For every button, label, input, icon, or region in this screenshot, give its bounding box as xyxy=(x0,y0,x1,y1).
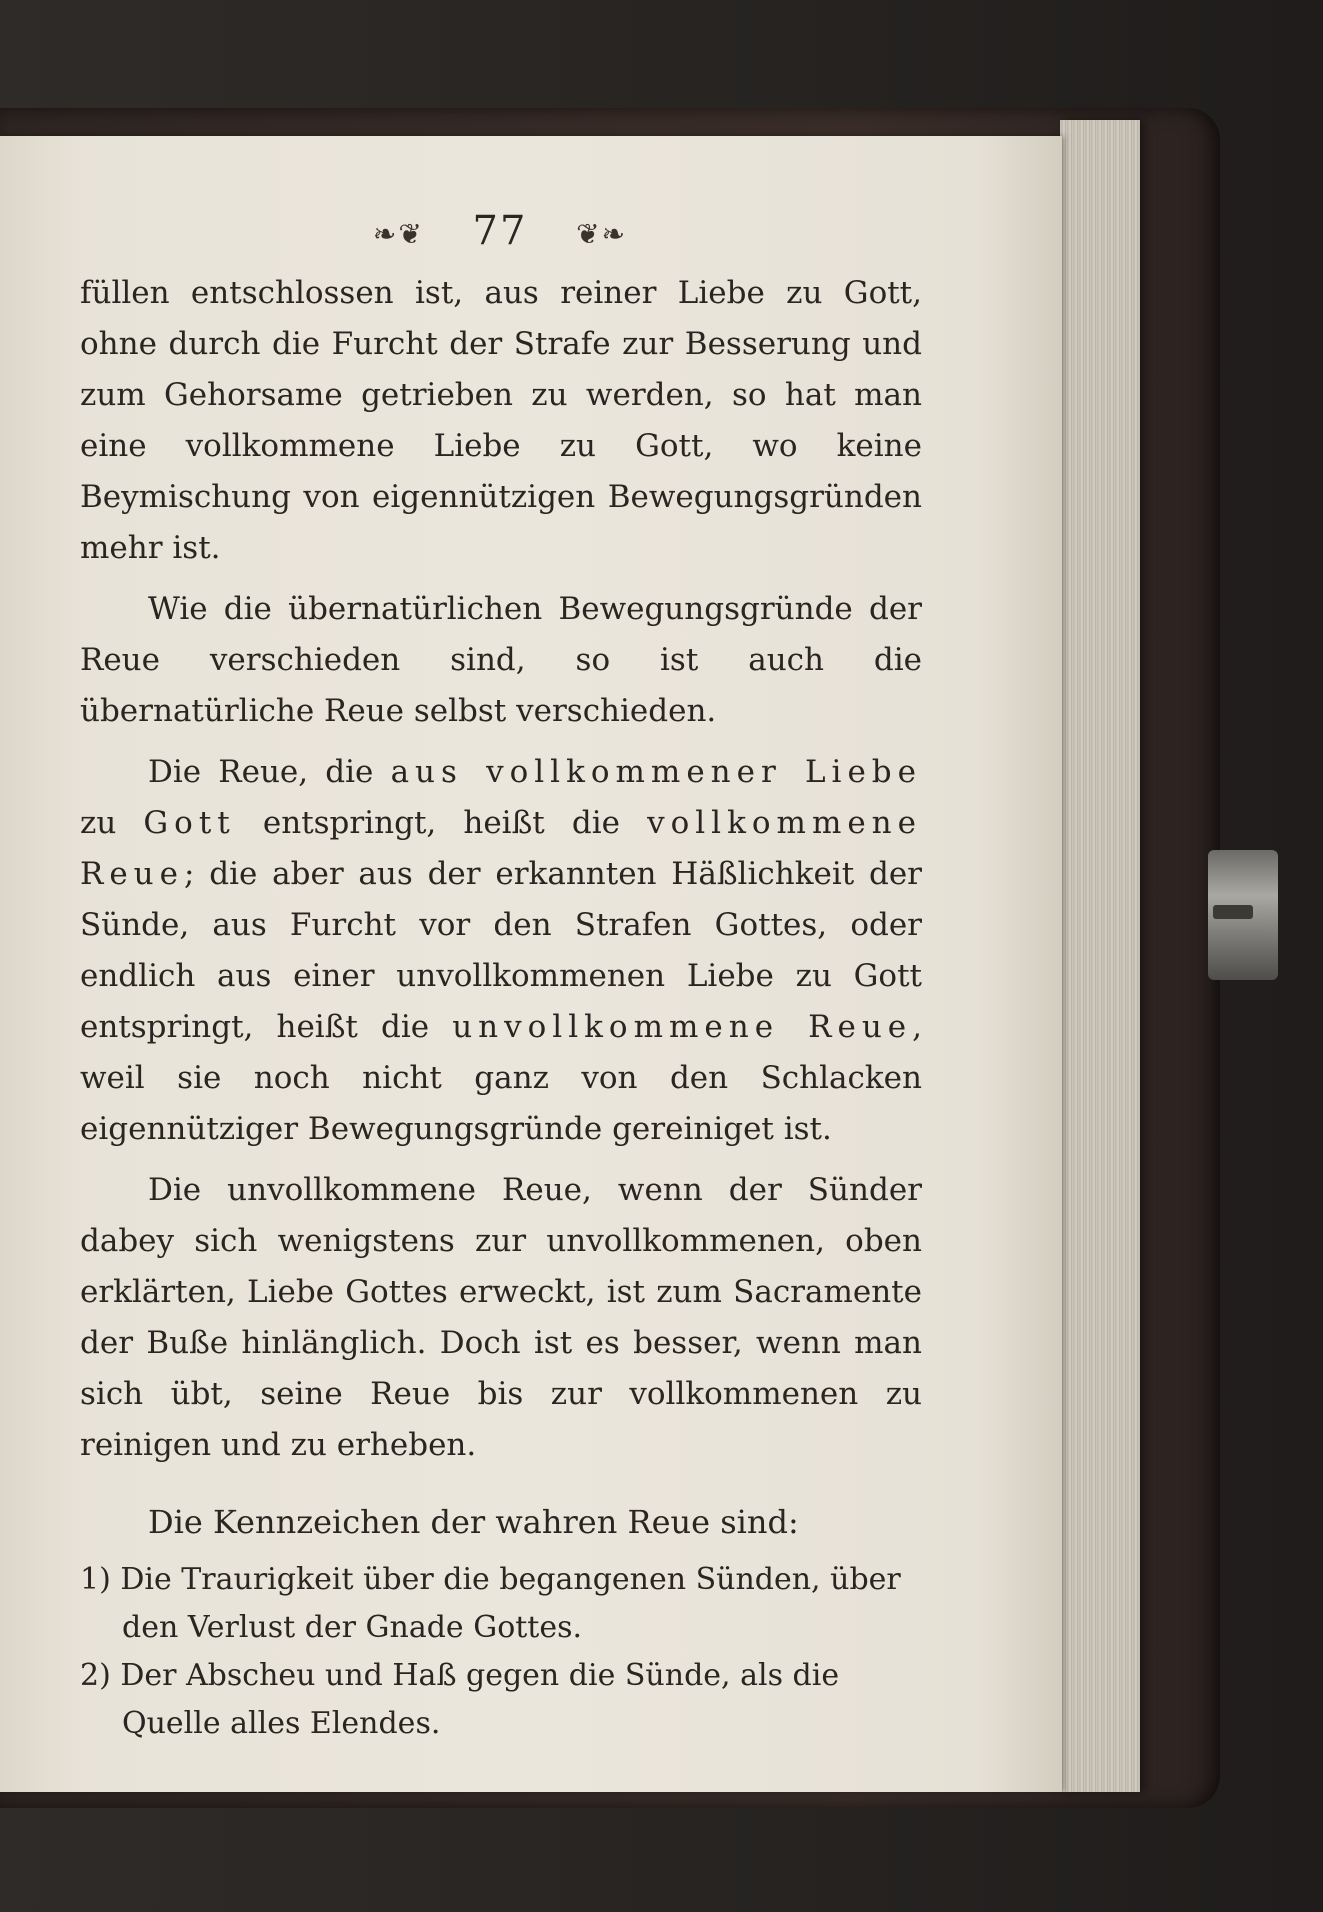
paragraph-4: Die unvollkommene Reue, wenn der Sünder dabey sich wenigstens zur unvollkommenen, oben erklärten, Liebe Gottes erweckt, ist zum Sacramente der Buße hinlänglich. Doch ist es besser, wenn man sich übt, seine Reue bis zur vollkommenen zu reinigen und zu erheben. xyxy=(80,1172,922,1463)
p3-text-g: ; die aber aus der erkannten Häßlichkeit der Sünde, aus Furcht vor den Strafen Gottes, oder endlich aus einer unvollkommenen Liebe zu Gott entspringt, heißt die xyxy=(80,856,922,1045)
paragraph-2: Wie die übernatürlichen Bewegungsgründe der Reue verschieden sind, so ist auch die übernatürliche Reue selbst verschieden. xyxy=(80,591,922,729)
clasp-pin xyxy=(1213,905,1253,919)
p3-spaced-vollkommene-reue: vollkommene Reue xyxy=(80,805,922,892)
list-item: 1) Die Traurigkeit über die begangenen Sünden, über den Verlust der Gnade Gottes. xyxy=(80,1562,901,1645)
criteria-list xyxy=(80,1556,922,1748)
page-number: 77 xyxy=(472,208,528,254)
paragraph-3 xyxy=(80,747,922,1155)
p3-text-a: Die Reue, die xyxy=(148,754,391,790)
page-header xyxy=(0,208,1000,254)
p3-spaced-phrase: aus vollkommener Liebe xyxy=(390,754,922,790)
p3-text-c: zu xyxy=(80,805,144,841)
page-text xyxy=(80,268,922,1748)
p3-text-e: entspringt, heißt die xyxy=(235,805,648,841)
paragraph-1: füllen entschlossen ist, aus reiner Liebe zu Gott, ohne durch die Furcht der Strafe zur Besserung und zum Gehorsame getrieben zu werden, so hat man eine vollkommene Liebe zu Gott, wo keine Beymischung von eigennützigen Bewegungsgründen mehr ist. xyxy=(80,275,922,566)
p3-text-i: , weil sie noch nicht ganz von den Schlacken eigennütziger Bewegungsgründe gereiniget ist. xyxy=(80,1009,923,1147)
list-item: 2) Der Abscheu und Haß gegen die Sünde, als die Quelle alles Elendes. xyxy=(80,1658,840,1741)
page-edges xyxy=(1060,120,1140,1792)
header-ornament-left: ❧❦ xyxy=(372,217,424,251)
section-heading: Die Kennzeichen der wahren Reue sind: xyxy=(148,1503,799,1541)
p3-spaced-unvollkommene-reue: unvollkommene Reue xyxy=(452,1009,913,1045)
header-ornament-right: ❦❧ xyxy=(576,217,628,251)
p3-spaced-gott: Gott xyxy=(143,805,236,841)
